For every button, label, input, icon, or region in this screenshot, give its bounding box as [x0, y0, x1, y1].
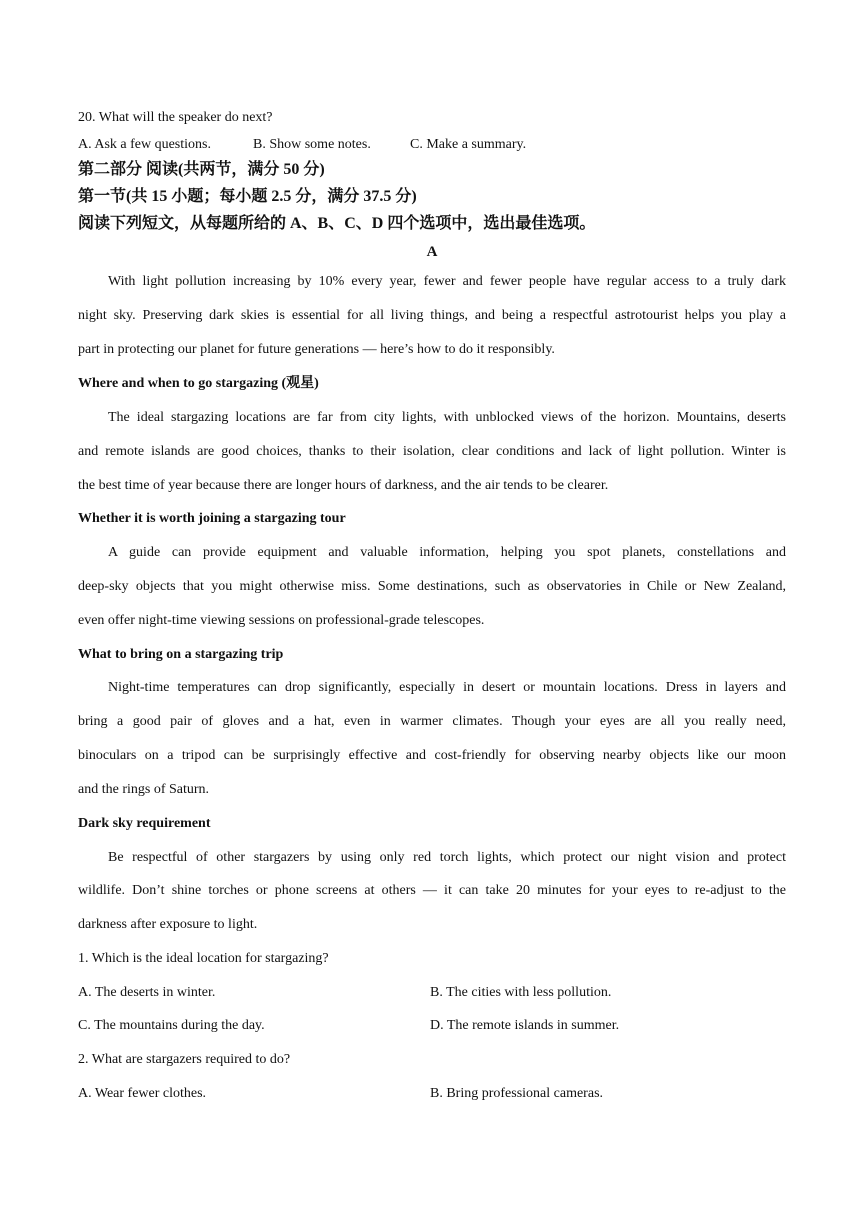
p4-line-4: and the rings of Saturn.	[78, 782, 210, 797]
heading-what-to-bring: What to bring on a stargazing trip	[78, 647, 284, 662]
question-1: 1. Which is the ideal location for stargazing?	[78, 951, 329, 966]
p1-line-3: part in protecting our planet for future generations — here’s how to do it responsibly.	[78, 342, 555, 357]
question-20: 20. What will the speaker do next?	[78, 110, 273, 125]
section-subtitle: 第一节(共 15 小题；每小题 2.5 分，满分 37.5 分)	[78, 188, 417, 205]
p2-line-3: the best time of year because there are longer hours of darkness, and the air tends to be clearer.	[78, 478, 609, 493]
q1-option-d: D. The remote islands in summer.	[430, 1018, 620, 1033]
passage-label: A	[426, 244, 438, 260]
q1-option-a: A. The deserts in winter.	[78, 985, 216, 1000]
q2-option-b: B. Bring professional cameras.	[430, 1086, 604, 1101]
heading-dark-sky: Dark sky requirement	[78, 816, 211, 831]
p4-line-3: binoculars on a tripod can be surprisingly effective and cost-friendly for observing nearby objects like our moon	[78, 748, 786, 763]
p2-line-2: and remote islands are good choices, thanks to their isolation, clear conditions and lack of light pollution. Winter is	[78, 444, 786, 459]
p5-line-3: darkness after exposure to light.	[78, 917, 258, 932]
q1-option-c: C. The mountains during the day.	[78, 1018, 265, 1033]
p3-line-2: deep-sky objects that you might otherwise miss. Some destinations, such as observatories in Chile or New Zealand,	[78, 579, 786, 594]
q20-option-b: B. Show some notes.	[253, 137, 371, 152]
p5-line-1: Be respectful of other stargazers by using only red torch lights, which protect our night vision and protect	[108, 850, 786, 865]
p4-line-2: bring a good pair of gloves and a hat, even in warmer climates. Though your eyes are all you really need,	[78, 714, 786, 729]
part-title: 第二部分 阅读(共两节，满分 50 分)	[78, 161, 325, 178]
p4-line-1: Night-time temperatures can drop significantly, especially in desert or mountain locations. Dress in layers and	[108, 680, 786, 695]
q20-option-c: C. Make a summary.	[410, 137, 527, 152]
heading-tour: Whether it is worth joining a stargazing tour	[78, 511, 346, 526]
p1-line-2: night sky. Preserving dark skies is essential for all living things, and being a respectful astrotourist helps you play a	[78, 308, 786, 323]
q2-option-a: A. Wear fewer clothes.	[78, 1086, 207, 1101]
heading-where-when: Where and when to go stargazing (观星)	[78, 376, 319, 391]
p1-line-1: With light pollution increasing by 10% every year, fewer and fewer people have regular access to a truly dark	[108, 274, 786, 289]
p3-line-1: A guide can provide equipment and valuable information, helping you spot planets, constellations and	[108, 545, 786, 560]
p2-line-1: The ideal stargazing locations are far from city lights, with unblocked views of the horizon. Mountains, deserts	[108, 410, 786, 425]
instruction: 阅读下列短文，从每题所给的 A、B、C、D 四个选项中，选出最佳选项。	[78, 215, 596, 232]
question-2: 2. What are stargazers required to do?	[78, 1052, 291, 1067]
q20-option-a: A. Ask a few questions.	[78, 137, 211, 152]
q1-option-b: B. The cities with less pollution.	[430, 985, 612, 1000]
p3-line-3: even offer night-time viewing sessions on professional-grade telescopes.	[78, 613, 485, 628]
p5-line-2: wildlife. Don’t shine torches or phone screens at others — it can take 20 minutes for your eyes to re-adjust to the	[78, 883, 786, 898]
